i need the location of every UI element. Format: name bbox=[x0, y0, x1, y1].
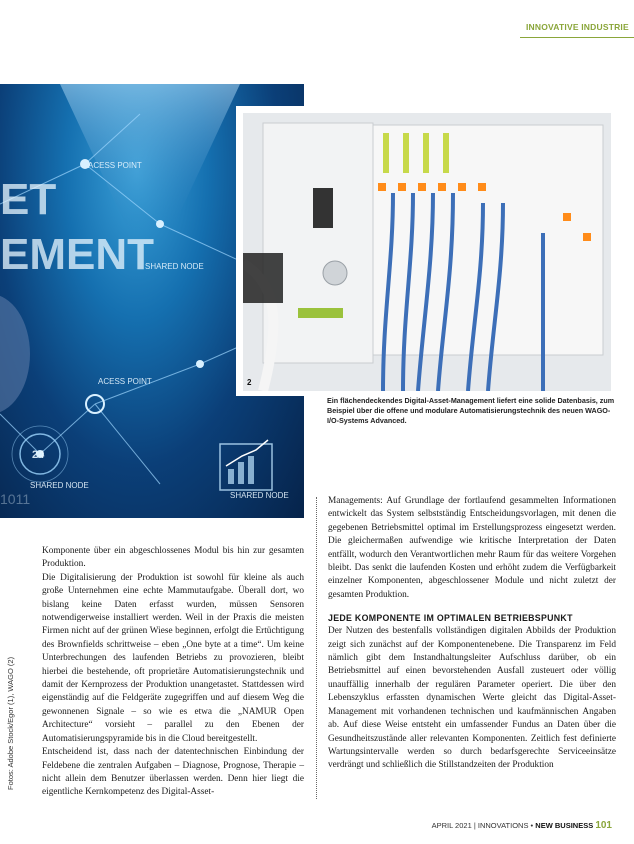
paragraph: Managements: Auf Grundlage der fortlaufend gesammelten Informationen entwickelt das System selbstständig Entscheidungsvorlagen, mit denen die gegebenen Betriebsmittel optimal im Erstellungsprozess eingesetzt werden. Die gleichermaßen aufwendige wie kritische Interpretation der Daten entfällt, wodurch den Verantwortlichen mehr Raum für das weitere Vorgehen bleibt. Das senkt die laufenden Kosten und erhöht zudem die Verfügbarkeit einzelner Komponenten, abgeschlossener Module und nicht zuletzt der gesamten Produktion. bbox=[328, 496, 616, 600]
column-divider bbox=[316, 497, 317, 799]
io-modules-illustration bbox=[243, 113, 611, 391]
paragraph: Der Nutzen des bestenfalls vollständigen digitalen Abbilds der Produktion zeigt sich zunächst auf der Komponentenebene. Die Transparenz im Feld nämlich gibt dem Instandhaltungsleiter Aufschluss darüber, ob ein Betriebsmittel auf einen bevorstehenden Ausfall zusteuert oder völlig unauffällig innerhalb der regulären Parameter operiert. Die über den Lebenszyklus erfassten dynamischen Werte gleicht das Digital-Asset-Management mit vorhandenen technischen und kaufmännischen Angaben ab. Auf diese Weise entsteht ein umfassender Fundus an Daten über die Gesundheitszustände aller relevanten Komponenten. Zeitlich fest definierte Wartungsintervalle werden so durch bedarfsgerechte Serviceeinsätze verdrängt und schließlich die Stillstandzeiten der Produktion bbox=[328, 626, 616, 771]
left-column bbox=[42, 545, 304, 800]
io-module-strip bbox=[373, 125, 603, 391]
wago-io-photo bbox=[243, 113, 611, 391]
hero-label-access-2: ACESS POINT bbox=[98, 377, 152, 386]
hero-label-node-1: SHARED NODE bbox=[145, 262, 204, 271]
section-heading: JEDE KOMPONENTE IM OPTIMALEN BETRIEBSPUNKT bbox=[328, 613, 573, 624]
footer-magazine: INNOVATIONS bbox=[477, 821, 529, 830]
hero-label-24: 24 bbox=[32, 449, 45, 461]
page-number: 101 bbox=[595, 820, 612, 831]
photo-number: 2 bbox=[247, 378, 252, 387]
footer-date: APRIL 2021 bbox=[431, 821, 472, 830]
right-column bbox=[328, 495, 616, 773]
paragraph: Die Digitalisierung der Produktion ist sowohl für kleine als auch große Unternehmen eine echte Mammutaufgabe. Überall dort, wo bislang keine Daten erfasst wurden, müssen Sensoren notwendigerweise installiert werden. Weil in der Praxis die meisten Firmen nicht auf der grünen Wiese beginnen, erfolgt die Ertüchtigung des Brownfields schrittweise – eben „One byte at a time“. Um keine Unterbrechungen des laufenden Betriebs zu provozieren, bleibt hierbei die bestehende, oft proprietäre Automatisierungstechnik und damit der Kernprozess der Produktion unangetastet. Stattdessen wird eigenständig auf die Feldgeräte zugegriffen und auf diesem Weg die gewonnenen Signale – so wie es etwa die „NAMUR Open Architecture“ vorsieht – parallel zu den Ebenen der Automatisierungspyramide bis in die Cloud bereitgestellt. bbox=[42, 572, 304, 744]
photo-caption: Ein flächendeckendes Digital-Asset-Management liefert eine solide Datenbasis, zum Beispiel über die offene und modulare Automatisierungstechnik des neuen WAGO-I/O-Systems Advanced. bbox=[327, 396, 615, 425]
hero-label-access-1: ACESS POINT bbox=[88, 161, 142, 170]
footer-separator: | bbox=[473, 821, 476, 830]
hero-binary: 1011 bbox=[0, 491, 31, 507]
footer-publication: NEW BUSINESS bbox=[535, 821, 594, 830]
paragraph: Entscheidend ist, dass nach der datentechnischen Einbindung der Feldebene die zentralen Aufgaben – Diagnose, Prognose, Therapie – nicht allein dem Benutzer überlassen werden. Denn hier liegt die eigentliche Kernkompetenz des Digital-Asset- bbox=[42, 747, 304, 798]
footer-bullet: • bbox=[530, 821, 534, 830]
page-footer bbox=[432, 820, 612, 831]
section-tag: INNOVATIVE INDUSTRIE bbox=[520, 20, 634, 38]
hero-text-et: ET bbox=[0, 175, 57, 224]
hero-label-node-3: SHARED NODE bbox=[230, 491, 289, 500]
hero-label-node-2: SHARED NODE bbox=[30, 481, 89, 490]
hero-text-ement: EMENT bbox=[0, 230, 154, 279]
paragraph: Komponente über ein abgeschlossenes Modul bis hin zur gesamten Produktion. bbox=[42, 546, 304, 570]
photo-credit: Fotos: Adobe Stock/Egor (1), WAGO (2) bbox=[6, 656, 15, 790]
